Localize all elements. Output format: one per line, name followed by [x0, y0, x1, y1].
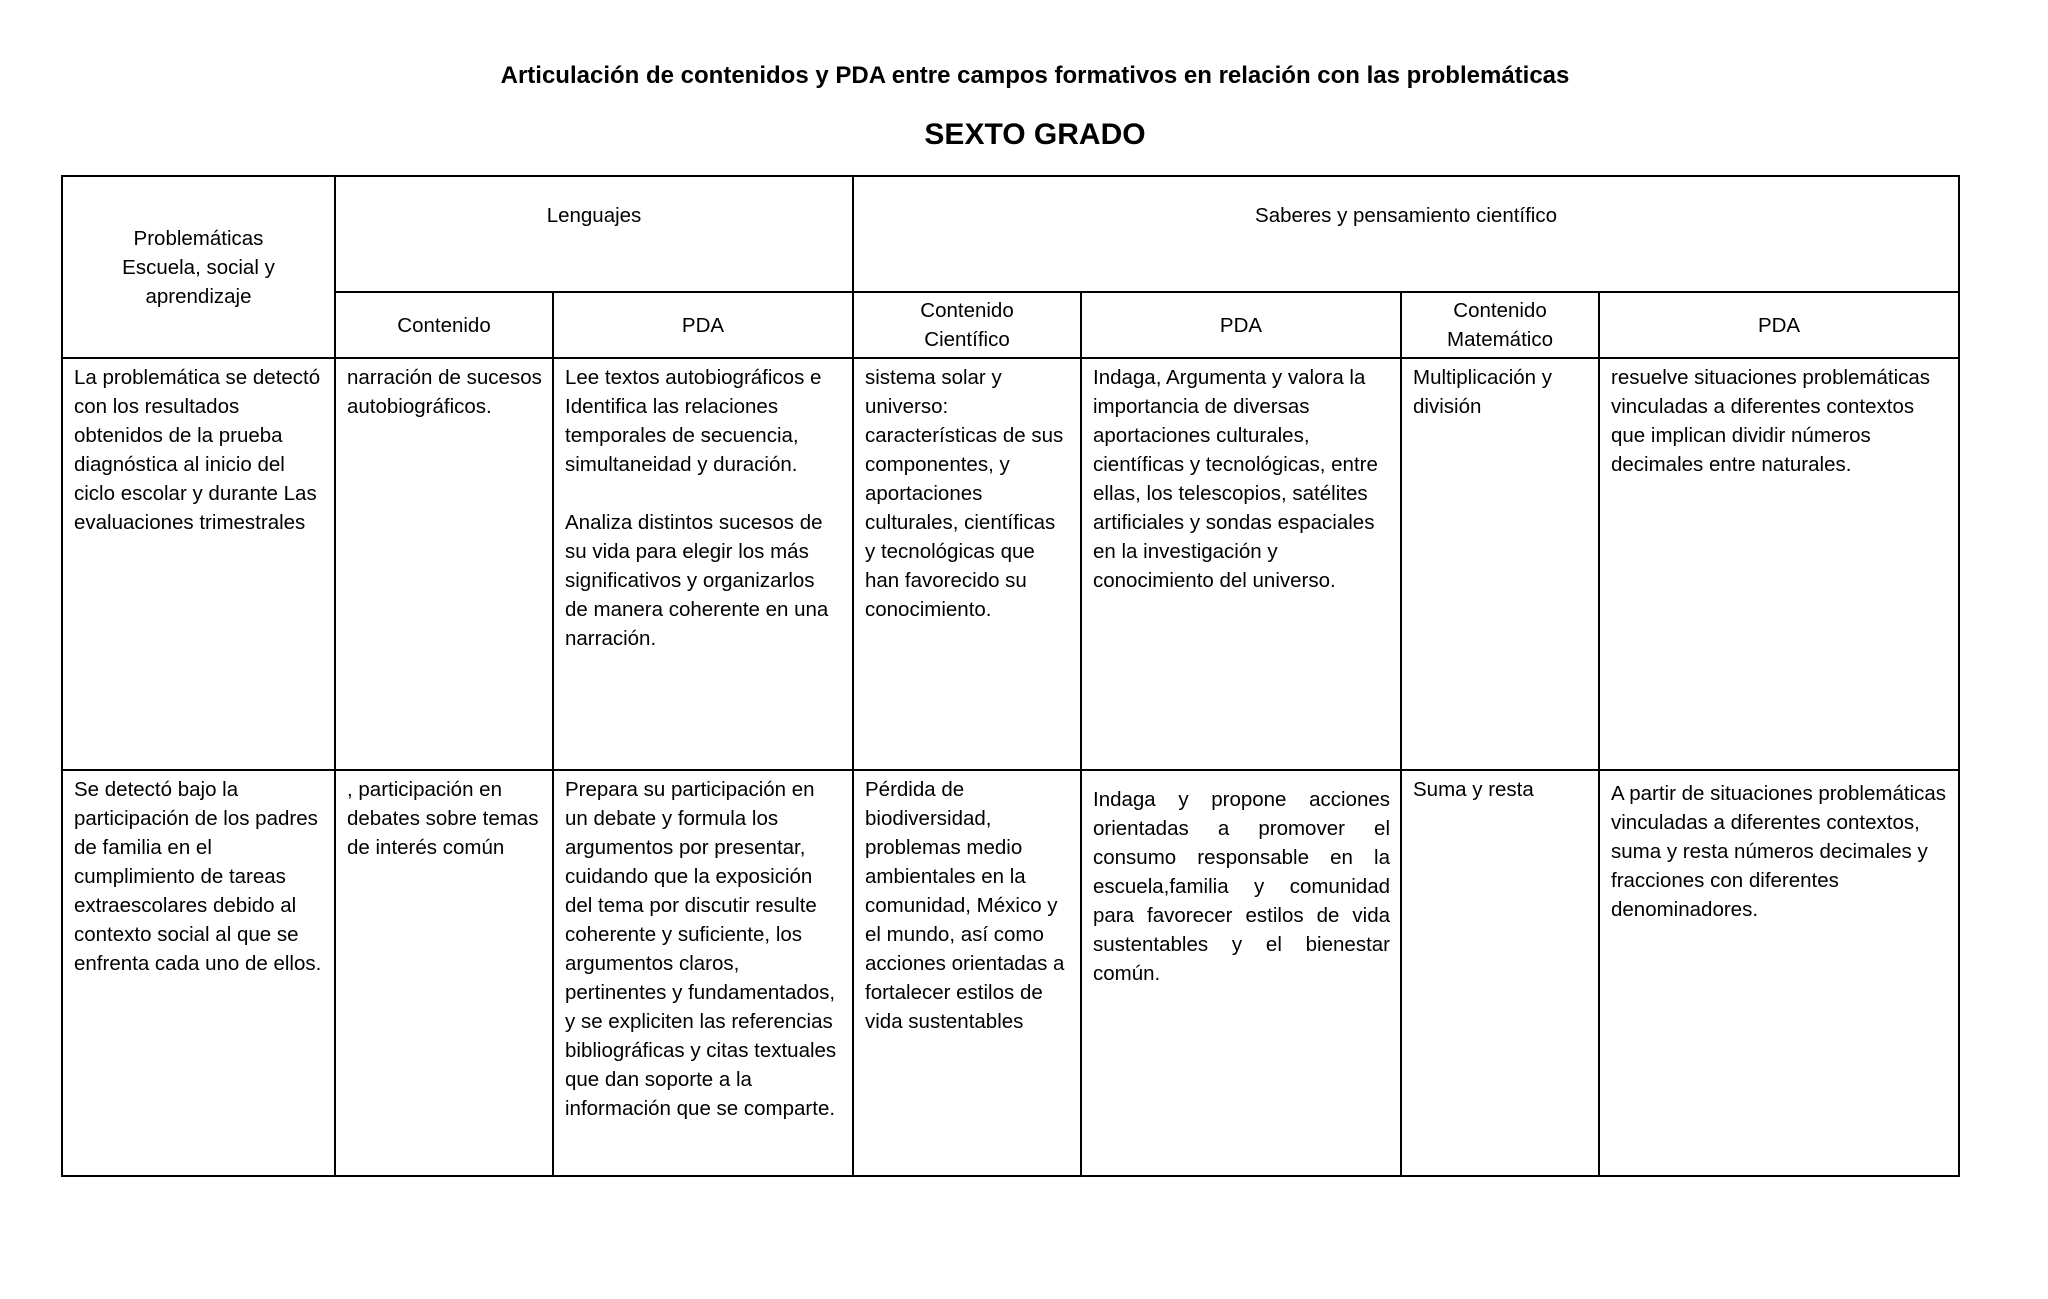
header-pda-matematico: PDA	[1599, 292, 1959, 358]
cell-pda-matematico: resuelve situaciones problemáticas vinculadas a diferentes contextos que implican dividir números decimales entre naturales.	[1599, 358, 1959, 770]
header-lenguajes: Lenguajes	[335, 176, 853, 292]
cell-pda-cientifico: Indaga y propone acciones orientadas a promover el consumo responsable en la escuela,familia y comunidad para favorecer estilos de vida sustentables y el bienestar común.	[1081, 770, 1401, 1176]
header-saberes: Saberes y pensamiento científico	[853, 176, 1959, 292]
cell-pda-matematico: A partir de situaciones problemáticas vinculadas a diferentes contextos, suma y resta números decimales y fracciones con diferentes denominadores.	[1599, 770, 1959, 1176]
table-row	[62, 770, 1959, 1176]
cell-problematica: Se detectó bajo la participación de los padres de familia en el cumplimiento de tareas extraescolares debido al contexto social al que se enfrenta cada uno de ellos.	[62, 770, 335, 1176]
document-title: Articulación de contenidos y PDA entre campos formativos en relación con las problemáticas	[500, 62, 1570, 89]
cell-pda-cientifico: Indaga, Argumenta y valora la importancia de diversas aportaciones culturales, científicas y tecnológicas, entre ellas, los telescopios, satélites artificiales y sondas espaciales en la investigación y conocimiento del universo.	[1081, 358, 1401, 770]
cell-contenido-lenguajes: , participación en debates sobre temas de interés común	[335, 770, 553, 1176]
table-row	[62, 358, 1959, 770]
articulation-table	[61, 175, 1960, 1177]
cell-problematica: La problemática se detectó con los resultados obtenidos de la prueba diagnóstica al inicio del ciclo escolar y durante Las evaluaciones trimestrales	[62, 358, 335, 770]
cell-contenido-matematico: Multiplicación y división	[1401, 358, 1599, 770]
cell-contenido-lenguajes: narración de sucesos autobiográficos.	[335, 358, 553, 770]
header-contenido-matematico: Contenido Matemático	[1401, 292, 1599, 358]
header-pda-lenguajes: PDA	[553, 292, 853, 358]
cell-contenido-cientifico: Pérdida de biodiversidad, problemas medio ambientales en la comunidad, México y el mundo, así como acciones orientadas a fortalecer estilos de vida sustentables	[853, 770, 1081, 1176]
grade-title: SEXTO GRADO	[924, 118, 1146, 151]
header-contenido-lenguajes: Contenido	[335, 292, 553, 358]
cell-pda-lenguajes: Lee textos autobiográficos e Identifica las relaciones temporales de secuencia, simultaneidad y duración. Analiza distintos sucesos de su vida para elegir los más significativos y organizarlos de manera coherente en una narración.	[553, 358, 853, 770]
header-row-campos	[62, 176, 1959, 292]
header-contenido-cientifico: Contenido Científico	[853, 292, 1081, 358]
cell-contenido-matematico: Suma y resta	[1401, 770, 1599, 1176]
cell-contenido-cientifico: sistema solar y universo: características de sus componentes, y aportaciones culturales, científicas y tecnológicas que han favorecido su conocimiento.	[853, 358, 1081, 770]
header-problematicas: Problemáticas Escuela, social y aprendizaje	[62, 176, 335, 358]
cell-pda-lenguajes: Prepara su participación en un debate y formula los argumentos por presentar, cuidando que la exposición del tema por discutir resulte coherente y suficiente, los argumentos claros, pertinentes y fundamentados, y se expliciten las referencias bibliográficas y citas textuales que dan soporte a la información que se comparte.	[553, 770, 853, 1176]
header-row-subcolumns	[62, 292, 1959, 358]
header-pda-cientifico: PDA	[1081, 292, 1401, 358]
